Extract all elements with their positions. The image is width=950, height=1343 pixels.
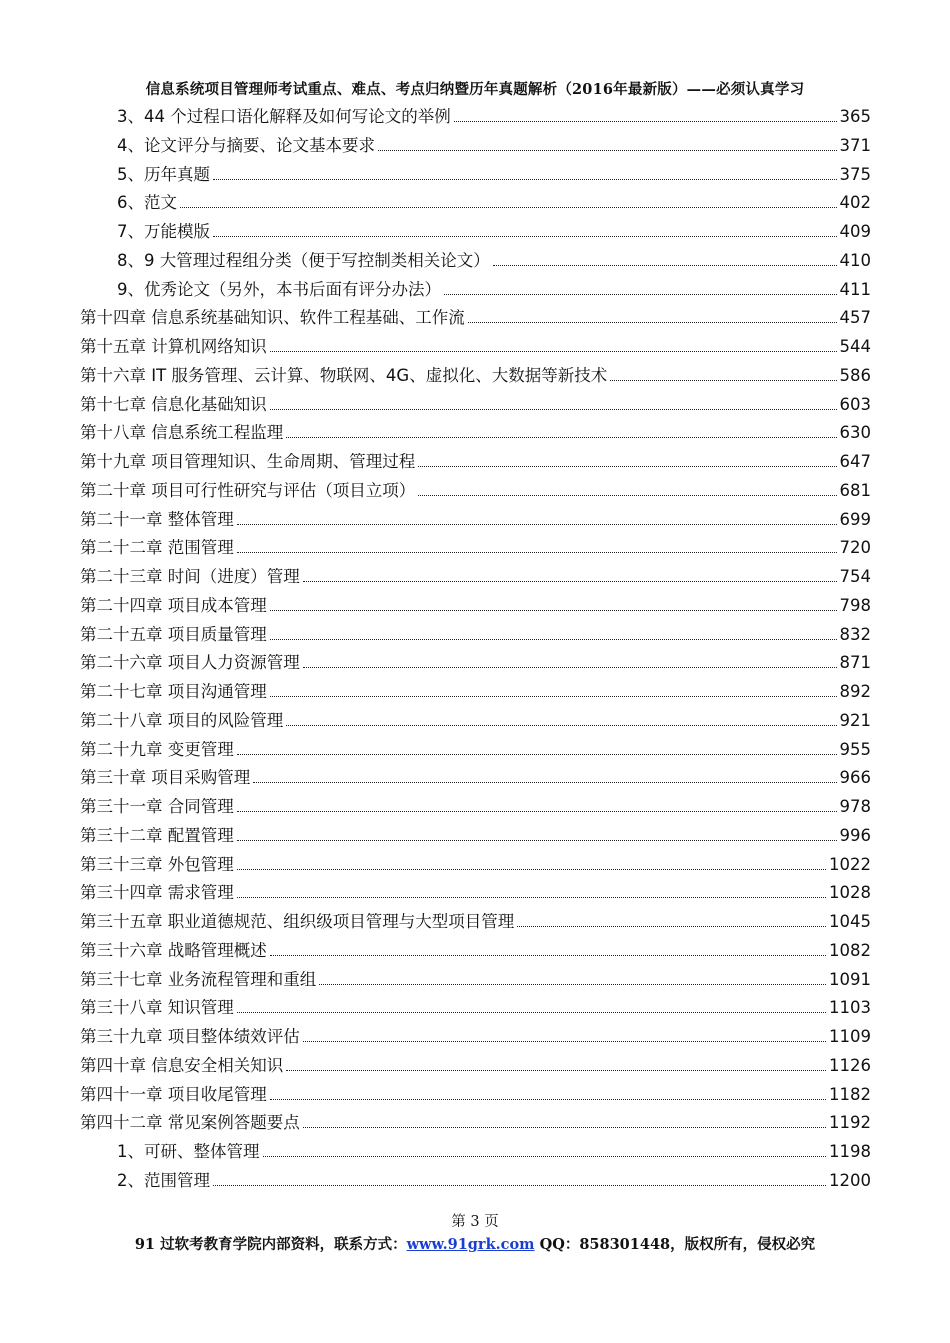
toc-entry-page: 1103 [829,998,871,1018]
toc-entry[interactable] [117,188,871,214]
toc-leader-dots [270,409,837,410]
toc-entry-page: 402 [839,193,871,213]
toc-entry-title: 第二十七章 项目沟通管理 [80,682,267,701]
toc-entry-title: 6、范文 [117,193,177,213]
toc-entry[interactable] [80,763,871,789]
toc-entry-title: 第四十章 信息安全相关知识 [80,1055,284,1075]
toc-entry-title: 第三十一章 合同管理 [80,797,234,816]
toc-entry[interactable] [80,447,871,473]
toc-entry-title: 3、44 个过程口语化解释及如何写论文的举例 [117,107,451,126]
toc-entry[interactable] [80,878,871,904]
toc-entry[interactable] [117,246,871,272]
toc-entry[interactable] [80,850,871,876]
toc-entry-page: 1126 [829,1055,871,1075]
website-link[interactable]: www.91grk.com [406,1236,535,1253]
toc-entry-title: 第四十二章 常见案例答题要点 [80,1113,300,1133]
toc-entry[interactable] [80,1108,871,1134]
toc-entry[interactable] [80,476,871,502]
toc-entry[interactable] [80,792,871,818]
toc-entry-title: 第三十二章 配置管理 [80,825,234,845]
toc-entry-title: 8、9 大管理过程组分类（便于写控制类相关论文） [117,250,490,270]
toc-entry-title: 第三十四章 需求管理 [80,883,234,903]
toc-leader-dots [303,1041,826,1042]
toc-leader-dots [303,1127,826,1128]
toc-entry-page: 1200 [829,1170,871,1190]
toc-leader-dots [263,1156,827,1157]
toc-entry[interactable] [117,102,871,128]
toc-entry-title: 第十七章 信息化基础知识 [80,394,267,414]
toc-entry-title: 4、论文评分与摘要、论文基本要求 [117,135,375,155]
toc-entry[interactable] [80,390,871,416]
toc-entry-title: 第十四章 信息系统基础知识、软件工程基础、工作流 [80,308,465,328]
toc-entry[interactable] [80,303,871,329]
toc-leader-dots [444,294,837,295]
toc-entry-page: 955 [839,739,871,759]
toc-leader-dots [270,610,837,611]
toc-entry-page: 978 [839,797,871,816]
toc-entry[interactable] [117,160,871,186]
toc-entry-page: 1198 [829,1142,871,1161]
toc-leader-dots [270,1099,826,1100]
toc-leader-dots [454,121,837,122]
toc-entry[interactable] [80,361,871,387]
toc-entry-title: 第十九章 项目管理知识、生命周期、管理过程 [80,452,416,471]
toc-entry[interactable] [80,907,871,933]
toc-entry-page: 1091 [829,969,871,989]
toc-entry-page: 411 [839,279,871,299]
toc-leader-dots [517,926,826,927]
toc-entry[interactable] [80,505,871,531]
toc-leader-dots [270,351,837,352]
toc-entry-page: 921 [839,710,871,730]
toc-leader-dots [286,725,836,726]
footer-info-prefix: 91 过软考教育学院内部资料，联系方式： [134,1236,407,1253]
toc-entry-page: 966 [839,768,871,788]
toc-entry-page: 409 [839,222,871,241]
toc-leader-dots [237,552,837,553]
toc-entry[interactable] [117,217,871,243]
footer-info-suffix: QQ：858301448，版权所有，侵权必究 [534,1236,816,1253]
toc-entry-title: 第三十五章 职业道德规范、组织级项目管理与大型项目管理 [80,912,515,931]
toc-leader-dots [468,322,837,323]
toc-entry-title: 第四十一章 项目收尾管理 [80,1084,267,1104]
toc-entry-page: 754 [839,567,871,586]
toc-entry-page: 457 [839,308,871,328]
toc-entry-title: 第二十章 项目可行性研究与评估（项目立项） [80,480,416,500]
toc-leader-dots [286,1070,826,1071]
toc-leader-dots [237,1012,826,1013]
toc-entry-title: 第二十四章 项目成本管理 [80,595,267,615]
toc-entry[interactable] [80,1022,871,1048]
toc-entry-title: 第十五章 计算机网络知识 [80,337,267,356]
toc-entry-page: 544 [839,337,871,356]
toc-leader-dots [237,897,826,898]
toc-leader-dots [253,782,836,783]
toc-entry-page: 871 [839,653,871,673]
toc-entry-title: 第三十七章 业务流程管理和重组 [80,969,317,989]
toc-leader-dots [270,696,837,697]
toc-entry-title: 第二十三章 时间（进度）管理 [80,567,300,586]
toc-entry[interactable] [80,677,871,703]
page-header: 信息系统项目管理师考试重点、难点、考点归纳暨历年真题解析（2016年最新版）——必须认真学习 [145,81,805,98]
toc-entry[interactable] [80,706,871,732]
toc-entry[interactable] [80,936,871,962]
toc-entry[interactable] [117,131,871,157]
toc-leader-dots [610,380,836,381]
toc-entry-title: 第三十八章 知识管理 [80,998,234,1018]
toc-entry-page: 603 [839,394,871,414]
toc-entry[interactable] [80,648,871,674]
toc-entry-page: 1082 [829,940,871,960]
toc-leader-dots [493,265,837,266]
toc-entry-title: 2、范围管理 [117,1170,210,1190]
toc-leader-dots [418,495,836,496]
toc-leader-dots [213,179,837,180]
toc-entry[interactable] [80,735,871,761]
toc-entry-title: 第二十八章 项目的风险管理 [80,710,284,730]
toc-entry-page: 681 [839,480,871,500]
toc-entry[interactable] [117,1137,871,1163]
toc-entry[interactable] [80,418,871,444]
toc-entry-page: 996 [839,825,871,845]
toc-entry[interactable] [80,821,871,847]
toc-leader-dots [237,524,837,525]
toc-entry-page: 1192 [829,1113,871,1133]
toc-entry-title: 9、优秀论文（另外，本书后面有评分办法） [117,279,441,299]
toc-entry-page: 1028 [829,883,871,903]
toc-entry-title: 第十六章 IT 服务管理、云计算、物联网、4G、虚拟化、大数据等新技术 [80,365,608,385]
toc-entry-page: 371 [839,135,871,155]
toc-entry-title: 第十八章 信息系统工程监理 [80,423,284,443]
toc-entry-page: 586 [839,365,871,385]
toc-leader-dots [237,754,837,755]
toc-entry-title: 第三十三章 外包管理 [80,854,234,874]
toc-entry-page: 630 [839,423,871,443]
toc-leader-dots [270,955,826,956]
toc-leader-dots [303,581,837,582]
toc-entry-page: 832 [839,624,871,644]
page-number: 第 3 页 [451,1214,499,1230]
toc-leader-dots [237,811,837,812]
toc-entry-title: 第三十章 项目采购管理 [80,768,251,788]
toc-leader-dots [213,236,837,237]
toc-entry-title: 第二十二章 范围管理 [80,538,234,558]
toc-leader-dots [418,466,836,467]
toc-leader-dots [213,1185,826,1186]
toc-entry-page: 699 [839,509,871,529]
toc-entry[interactable] [117,1166,871,1192]
toc-entry-title: 7、万能模版 [117,222,210,241]
toc-entry-page: 1109 [829,1027,871,1046]
toc-entry-title: 1、可研、整体管理 [117,1142,260,1161]
toc-entry-title: 第三十六章 战略管理概述 [80,940,267,960]
toc-entry[interactable] [80,1051,871,1077]
toc-entry[interactable] [80,591,871,617]
toc-entry-page: 1022 [829,854,871,874]
toc-entry[interactable] [80,620,871,646]
toc-entry-page: 892 [839,682,871,701]
toc-entry-title: 第三十九章 项目整体绩效评估 [80,1027,300,1046]
toc-leader-dots [303,667,837,668]
toc-entry-page: 375 [839,164,871,184]
toc-leader-dots [237,840,837,841]
toc-leader-dots [378,150,837,151]
toc-entry-page: 365 [839,107,871,126]
toc-entry[interactable] [80,562,871,588]
toc-leader-dots [319,984,826,985]
toc-leader-dots [180,207,837,208]
toc-entry-page: 410 [839,250,871,270]
toc-leader-dots [286,437,836,438]
toc-entry[interactable] [80,533,871,559]
toc-entry-title: 第二十六章 项目人力资源管理 [80,653,300,673]
toc-entry-page: 798 [839,595,871,615]
toc-entry[interactable] [117,275,871,301]
toc-leader-dots [237,869,826,870]
footer-info [0,1233,950,1254]
toc-entry[interactable] [80,1080,871,1106]
toc-entry[interactable] [80,965,871,991]
toc-entry-title: 第二十一章 整体管理 [80,509,234,529]
toc-entry-page: 1045 [829,912,871,931]
toc-entry[interactable] [80,993,871,1019]
toc-entry-page: 647 [839,452,871,471]
toc-entry-title: 5、历年真题 [117,164,210,184]
toc-entry-title: 第二十五章 项目质量管理 [80,624,267,644]
toc-entry[interactable] [80,332,871,358]
toc-entry-page: 1182 [829,1084,871,1104]
toc-entry-page: 720 [839,538,871,558]
toc-entry-title: 第二十九章 变更管理 [80,739,234,759]
toc-leader-dots [270,639,837,640]
